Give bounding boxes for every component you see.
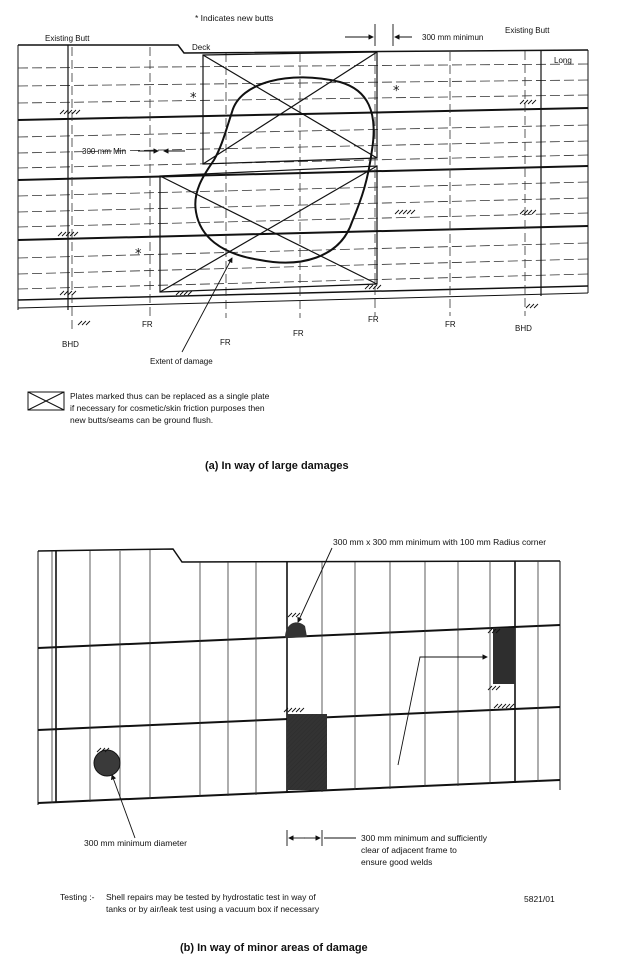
plate-diagonal: [160, 166, 377, 292]
longitudinal-line: [18, 243, 588, 258]
panel-b-deck-edge: [38, 549, 560, 562]
new-butt-star: *: [190, 91, 197, 106]
plates-note-line: if necessary for cosmetic/skin friction purposes then: [70, 403, 265, 413]
new-butts-legend: * Indicates new butts: [195, 13, 274, 23]
new-butt-star: *: [393, 84, 400, 99]
insert-note-label: 300 mm x 300 mm minimum with 100 mm Radius corner: [333, 537, 547, 547]
panel-b-caption: (b) In way of minor areas of damage: [180, 942, 368, 954]
weld-mark: [520, 210, 536, 214]
figure-reference: 5821/01: [524, 894, 555, 904]
weld-mark: [526, 304, 538, 308]
weld-mark: [395, 210, 415, 214]
longitudinal-line: [18, 182, 588, 196]
seam-line: [18, 286, 588, 300]
bhd-label: BHD: [515, 324, 532, 333]
longitudinal-line: [18, 80, 588, 86]
panel-b-diagram: [38, 537, 560, 954]
weld-mark: [60, 110, 80, 114]
deck-label: Deck: [192, 43, 211, 52]
frame-label: FR: [142, 320, 153, 329]
dim-300-min-top-label: 300 mm minimun: [422, 33, 484, 42]
panel-a-caption: (a) In way of large damages: [205, 460, 349, 472]
clear-note-line: clear of adjacent frame to: [361, 845, 457, 855]
panel-a-bottom-edge: [18, 293, 588, 308]
long-label: Long: [554, 56, 572, 65]
diameter-note-leader: [112, 775, 135, 838]
longitudinal-line: [18, 198, 588, 212]
weld-mark: [288, 613, 300, 617]
small-insert: [285, 622, 307, 638]
testing-text-line: Shell repairs may be tested by hydrostatic test in way of: [106, 892, 316, 902]
weld-mark: [365, 285, 381, 289]
longitudinal-line: [18, 155, 588, 168]
panel-a-diagram: [18, 13, 588, 472]
longitudinal-line: [18, 125, 588, 137]
plate-diagonal: [203, 55, 377, 158]
new-butt-star: *: [135, 247, 142, 262]
diameter-note-label: 300 mm minimum diameter: [84, 838, 187, 848]
insert-note-leader: [298, 548, 332, 622]
weld-mark: [78, 321, 90, 325]
frame-label: FR: [220, 338, 231, 347]
existing-butt-left-label: Existing Butt: [45, 34, 90, 43]
testing-label: Testing :-: [60, 892, 95, 902]
panel-a-deck-edge: [18, 45, 588, 53]
clear-note-line: ensure good welds: [361, 857, 433, 867]
clear-note-line: 300 mm minimum and sufficiently: [361, 833, 487, 843]
weld-mark: [494, 704, 514, 708]
seam-line: [18, 166, 588, 180]
longitudinal-line: [18, 64, 588, 68]
plates-note-line: Plates marked thus can be replaced as a single plate: [70, 391, 270, 401]
seam-line: [18, 226, 588, 240]
plates-note-line: new butts/seams can be ground flush.: [70, 415, 214, 425]
frame-label: FR: [445, 320, 456, 329]
bhd-label: BHD: [62, 340, 79, 349]
weld-mark: [520, 100, 536, 104]
seam-insert: [493, 628, 515, 684]
testing-text-line: tanks or by air/leak test using a vacuum box if necessary: [106, 904, 320, 914]
rectangular-insert-texture: [287, 714, 327, 790]
existing-butt-right-label: Existing Butt: [505, 26, 550, 35]
longitudinal-line: [18, 213, 588, 227]
plate-diagonal: [160, 176, 377, 284]
frame-label: FR: [368, 315, 379, 324]
extent-of-damage-label: Extent of damage: [150, 357, 213, 366]
dim-300-min-left-label: 300 mm Min: [82, 147, 127, 156]
frame-label: FR: [293, 329, 304, 338]
plates-legend-symbol: [28, 392, 64, 410]
circular-insert: [94, 750, 120, 776]
